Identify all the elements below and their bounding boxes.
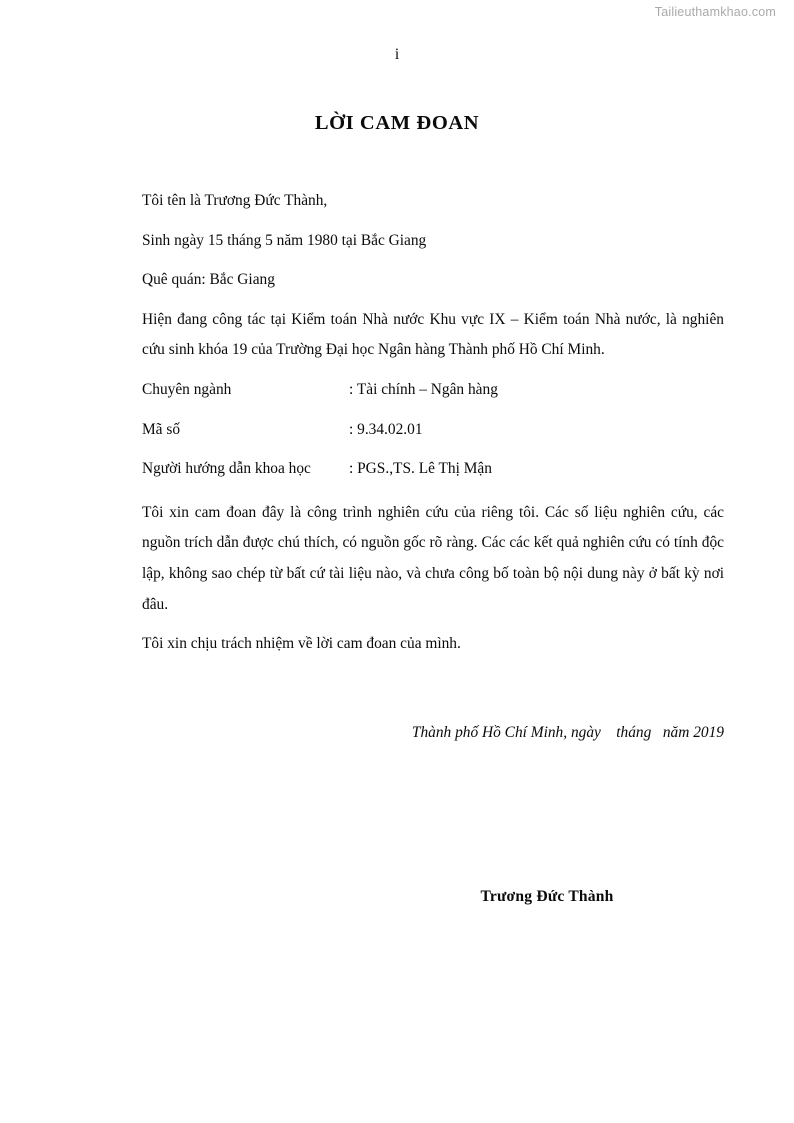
commitment-paragraph: Tôi xin cam đoan đây là công trình nghiên cứu của riêng tôi. Các số liệu nghiên cứu, các nguồn trích dẫn được chú thích, có nguồn gốc rõ ràng. Các các kết quả nghiên cứu có tính độc lập, không sao chép từ bất cứ tài liệu nào, và chưa công bố toàn bộ nội dung này ở bất kỳ nơi đâu. [142, 503, 724, 613]
field-row-supervisor [142, 454, 724, 485]
declarant-name-line: Tôi tên là Trương Đức Thành, [142, 192, 328, 209]
field-value-supervisor: : PGS.,TS. Lê Thị Mận [349, 460, 492, 478]
signature-date-line: Thành phố Hồ Chí Minh, ngày tháng năm 2019 [411, 724, 724, 741]
declarant-hometown-line: Quê quán: Bắc Giang [142, 271, 275, 289]
field-value-specialization: : Tài chính – Ngân hàng [349, 380, 498, 398]
page-title: LỜI CAM ĐOAN [314, 112, 480, 134]
page-number: i [394, 46, 400, 63]
field-label-code: Mã số [142, 420, 181, 438]
field-label-supervisor: Người hướng dẫn khoa học [142, 460, 311, 478]
field-row-code [142, 415, 724, 446]
field-value-code: : 9.34.02.01 [349, 420, 423, 438]
field-row-specialization [142, 375, 724, 406]
responsibility-line: Tôi xin chịu trách nhiệm về lời cam đoan của mình. [142, 635, 461, 653]
declarant-employment-paragraph: Hiện đang công tác tại Kiểm toán Nhà nước Khu vực IX – Kiểm toán Nhà nước, là nghiên cứu sinh khóa 19 của Trường Đại học Ngân hàng Thành phố Hồ Chí Minh. [142, 310, 724, 359]
declaration-field-list [142, 375, 724, 485]
field-label-specialization: Chuyên ngành [142, 380, 232, 398]
watermark-text: Tailieuthamkhao.com [654, 5, 776, 19]
declarant-birth-line: Sinh ngày 15 tháng 5 năm 1980 tại Bắc Giang [142, 231, 427, 249]
declaration-body [142, 186, 724, 660]
signer-name: Trương Đức Thành [480, 888, 614, 905]
